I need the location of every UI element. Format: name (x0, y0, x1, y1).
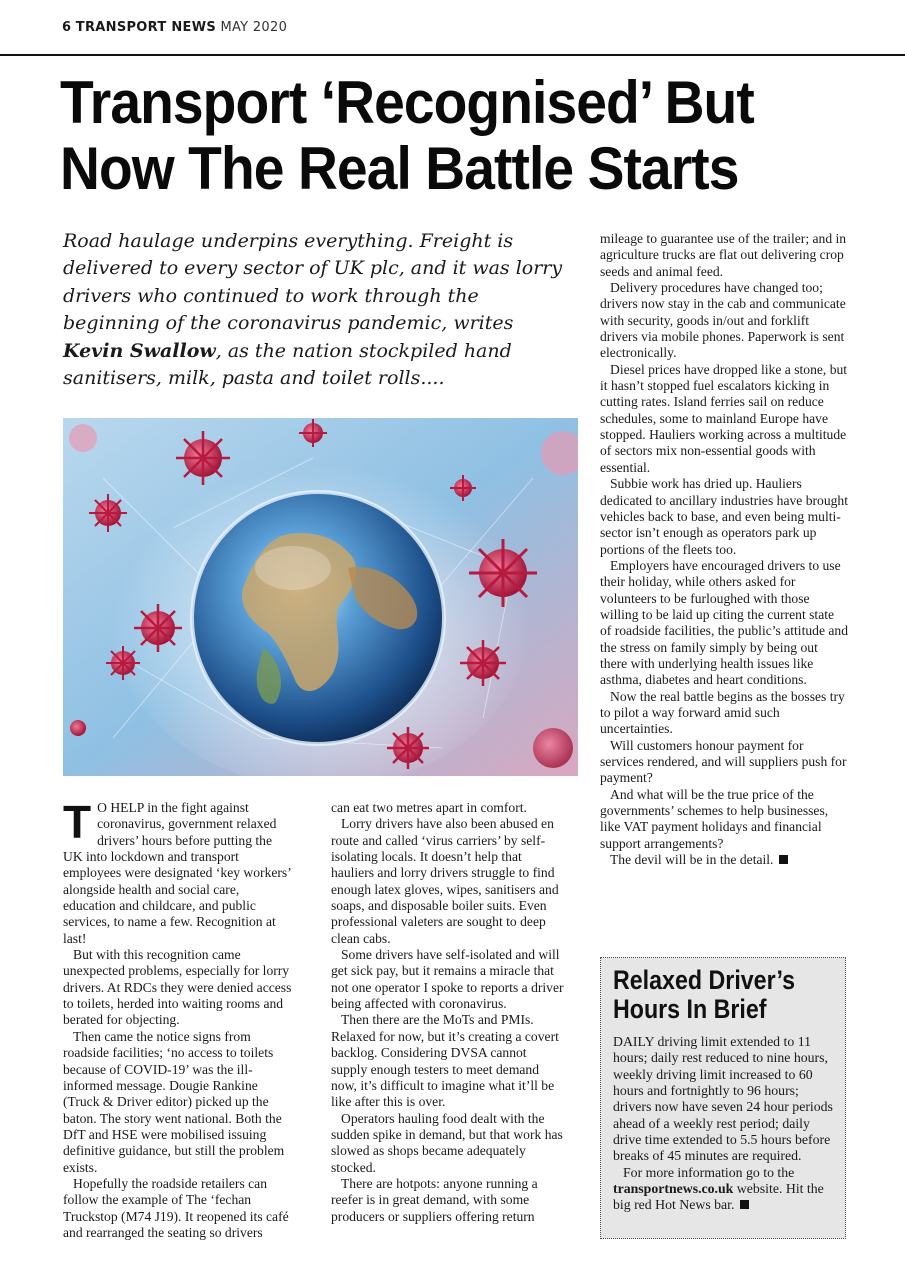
standfirst-text: Road haulage underpins everything. Freight is delivered to every sector of UK plc, and it was lorry drivers who continued to work through the beginning of the coronavirus pandemic, writes (63, 230, 563, 335)
end-mark-icon (779, 855, 788, 864)
headline-line-2: Now The Real Battle Starts (60, 135, 739, 202)
article-paragraph: Diesel prices have dropped like a stone, but it hasn’t stopped fuel escalators kicking in cutting rates. Island ferries sail on reduce schedules, some to mainland Europe have stopped. Hauliers working across a multitude of sectors mix non-essential goods with essential. (600, 361, 848, 475)
paragraph-text: O HELP in the fight against coronavirus, government relaxed drivers’ hours before putting the UK into lockdown and transport employees were designated ‘key workers’ alongside health and social care, education and childcare, and public services, to name a few. Recognition at last! (63, 800, 291, 946)
sidebar-title-line-1: Relaxed Driver’s (613, 965, 795, 995)
page-header (62, 20, 287, 35)
article-column-2 (331, 800, 566, 1225)
sidebar-info (613, 1165, 833, 1214)
article-column-1 (63, 796, 295, 1241)
standfirst (63, 228, 578, 392)
drop-cap: T (63, 796, 92, 848)
article-paragraph: There are hotpots: anyone running a reefer is in great demand, with some producers or suppliers offering return (331, 1175, 538, 1224)
headline-line-1: Transport ‘Recognised’ But (60, 69, 754, 136)
article-paragraph: Subbie work has dried up. Hauliers dedicated to ancillary industries have brought vehicles back to base, and even being multi-sector isn’t enough as operators park up portions of the fleets too. (600, 476, 849, 557)
article-paragraph: Some drivers have self-isolated and will get sick pay, but it remains a miracle that not one operator I spoke to reports a driver being affected with coronavirus. (331, 947, 564, 1012)
article-paragraph-1 (63, 796, 295, 947)
website-link[interactable]: transportnews.co.uk (613, 1181, 734, 1197)
sidebar-box (600, 957, 846, 1239)
article-headline (60, 70, 796, 202)
author-name: Kevin Swallow (63, 339, 216, 362)
issue-date: MAY 2020 (220, 20, 288, 35)
paragraph-text-start: Hopefully the roadside retailers can follow the example of The ‘fechan Truckstop (M74 J19). It reopened its café and rearranged the seating so drivers (63, 1175, 289, 1240)
standfirst-text-end: , as the nation stockpiled hand sanitisers, milk, pasta and toilet rolls.... (63, 339, 512, 390)
sidebar-info-text: For more information go to the (623, 1164, 795, 1180)
article-paragraph-continued: mileage to guarantee use of the trailer; and in agriculture trucks are flat out delivering crop seeds and animal feed. (600, 231, 847, 279)
article-paragraph: And what will be the true price of the governments’ schemes to help businesses, like VAT payment holidays and financial support arrangements? (600, 786, 829, 851)
article-paragraph: Lorry drivers have also been abused en route and called ‘virus carriers’ by self-isolating locals. It doesn’t help that hauliers and lorry drivers struggle to find enough latex gloves, wipes, sanitisers and soaps, and disposable boiler suits. Even professional valeters are sought to deep clean cabs. (331, 816, 559, 946)
article-paragraph: Will customers honour payment for services rendered, and will suppliers push for payment? (600, 737, 847, 786)
sidebar-info-text-end: website. Hit the big red Hot News bar. (613, 1181, 824, 1213)
header-rule (0, 54, 905, 56)
article-column-3 (600, 231, 848, 868)
sidebar-paragraph: DAILY driving limit extended to 11 hours; daily rest reduced to nine hours, weekly driving limit increased to 60 hours and fortnightly to 96 hours; drivers now have seven 24 hour periods ahead of a weekly rest period; daily drive time extended to 5.5 hours before breaks of 45 minutes are required. (613, 1034, 833, 1164)
sidebar-title (613, 966, 837, 1024)
paragraph-text: The devil will be in the detail. (610, 852, 774, 868)
page-number: 6 (62, 20, 72, 35)
article-paragraph: But with this recognition came unexpected problems, especially for lorry drivers. At RDCs they were denied access to toilets, herded into waiting rooms and berated for objecting. (63, 947, 292, 1028)
article-paragraph-last (600, 852, 848, 868)
sidebar-title-line-2: Hours In Brief (613, 994, 767, 1024)
sidebar-body (613, 1034, 833, 1214)
article-paragraph: Employers have encouraged drivers to use their holiday, while others asked for volunteers to be furloughed with those willing to be laid up citing the current state of roadside facilities, the public’s attitude and the stress on family simply by being out there with underlying health issues like asthma, diabetes and heart conditions. (600, 557, 849, 688)
article-paragraph: Operators hauling food dealt with the sudden spike in demand, but that work has slowed as shops became adequately stocked. (331, 1110, 563, 1175)
end-mark-icon (740, 1200, 749, 1209)
article-paragraph-continued: can eat two metres apart in comfort. (331, 800, 527, 815)
publication-name: TRANSPORT NEWS (75, 20, 217, 35)
article-paragraph: Then came the notice signs from roadside facilities; ‘no access to toilets because of COVID-19’ was the ill-informed message. Dougie Rankine (Truck & Driver editor) picked up the baton. The story went national. Both the DfT and HSE were mobilised issuing definitive guidance, but still the problem exists. (63, 1028, 285, 1175)
article-paragraph: Then there are the MoTs and PMIs. Relaxed for now, but it’s creating a covert backlog. Considering DVSA cannot supply enough testers to meet demand now, it’s difficult to imagine what it’ll be like after this is over. (331, 1012, 559, 1110)
article-paragraph: Now the real battle begins as the bosses try to pilot a way forward amid such uncertainties. (600, 688, 845, 737)
article-paragraph (63, 1176, 295, 1241)
globe-virus-photo (63, 418, 578, 776)
article-paragraph: Delivery procedures have changed too; drivers now stay in the cab and communicate with security, goods in/out and forklift drivers via mobile phones. Paperwork is sent electronically. (600, 280, 846, 361)
